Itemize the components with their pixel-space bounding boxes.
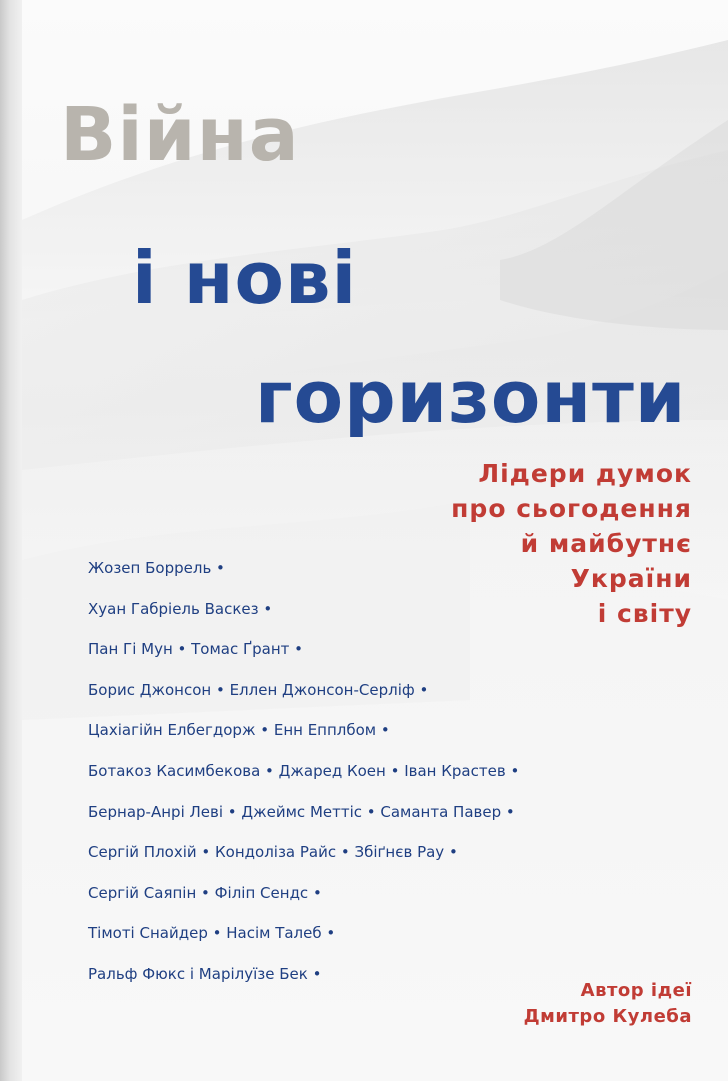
author-line: Ботакоз Касимбекова • Джаред Коен • Іван Крастев • bbox=[88, 761, 520, 780]
subtitle-line: Лідери думок bbox=[478, 459, 692, 488]
author-line: Тімоті Снайдер • Насім Талеб • bbox=[88, 924, 336, 943]
subtitle-line: і світу bbox=[597, 599, 692, 628]
subtitle-line: про сьогодення bbox=[451, 494, 692, 523]
author-line: Жозеп Боррель • bbox=[88, 559, 225, 577]
subtitle-line: України bbox=[570, 564, 692, 593]
title-line-3: горизонти bbox=[255, 355, 687, 439]
idea-credit bbox=[524, 978, 692, 1030]
title-line-2: і нові bbox=[132, 236, 358, 320]
author-line: Бернар-Анрі Леві • Джеймс Меттіс • Саманта Павер • bbox=[88, 802, 515, 821]
credit-label: Автор ідеї bbox=[580, 980, 692, 1001]
authors-list bbox=[88, 558, 519, 1005]
author-line: Хуан Габріель Васкез • bbox=[88, 599, 273, 618]
author-line: Цахіагійн Елбегдорж • Енн Епплбом • bbox=[88, 721, 390, 740]
author-line: Сергій Плохій • Кондоліза Райс • Збіґнєв Рау • bbox=[88, 843, 458, 862]
author-line: Борис Джонсон • Еллен Джонсон-Серліф • bbox=[88, 680, 429, 699]
author-line: Сергій Саяпін • Філіп Сендс • bbox=[88, 883, 322, 902]
author-line: Пан Гі Мун • Томас Ґрант • bbox=[88, 640, 304, 659]
subtitle-line: й майбутнє bbox=[520, 529, 692, 558]
title-line-1: Війна bbox=[60, 92, 300, 178]
credit-name: Дмитро Кулеба bbox=[523, 1006, 692, 1027]
author-line: Ральф Фюкс і Марілуїзе Бек • bbox=[88, 964, 322, 983]
